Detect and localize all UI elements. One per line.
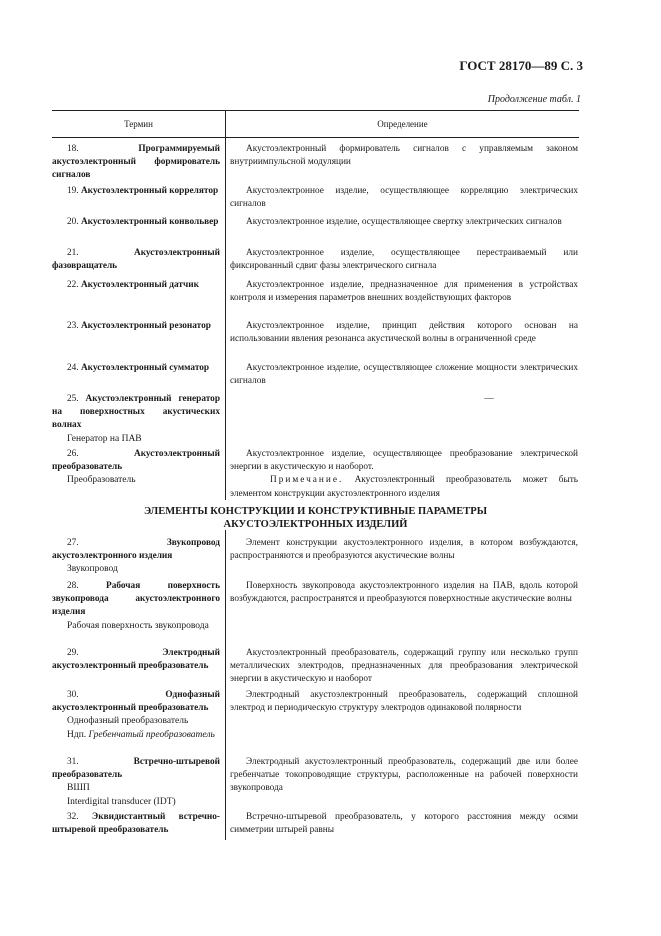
definition-cell: Поверхность звукопровода акустоэлектронного изделия на ПАВ, вдоль которой возбуждаются, распространятся и преобразуются поверхностные акустические волны	[230, 581, 578, 605]
definition-cell: Акустоэлектронный преобразователь, содержащий группу или несколько групп металлических электродов, предназначенных для преобразования электрической энергии в акустическую и наоборот	[230, 648, 578, 685]
term-synonym: Преобразователь	[67, 475, 136, 486]
term-cell: 24. Акустоэлектронный сумматор	[67, 363, 210, 373]
definition-cell: Акустоэлектронное изделие, осуществляющее свертку электрических сигналов	[246, 217, 562, 227]
term-english: Interdigital transducer (IDT)	[67, 796, 176, 807]
term-cell: 25. Акустоэлектронный генератор на поверхностных акустических волнах Генератор на ПАВ	[52, 393, 220, 446]
term-cell: 19. Акустоэлектронный коррелятор	[67, 186, 219, 196]
note-label: Примечание.	[270, 475, 344, 486]
term-cell: 23. Акустоэлектронный резонатор	[67, 321, 211, 331]
column-header-definition: Определение	[377, 119, 428, 129]
term-synonym: Генератор на ПАВ	[67, 433, 142, 444]
definition-cell: Акустоэлектронное изделие, осуществляющее корреляцию электрических сигналов	[230, 186, 578, 210]
section-title: ЭЛЕМЕНТЫ КОНСТРУКЦИИ И КОНСТРУКТИВНЫЕ ПАРАМЕТРЫ АКУСТОЭЛЕКТРОННЫХ ИЗДЕЛИЙ	[143, 506, 488, 530]
term-cell: 22. Акустоэлектронный датчик	[67, 280, 199, 290]
page-header: ГОСТ 28170—89 С. 3	[459, 58, 583, 73]
column-divider	[225, 110, 226, 500]
definition-cell: Акустоэлектронное изделие, осуществляющее перестраиваемый или фиксированный сдвиг фазы электрического сигнала	[230, 248, 578, 272]
column-header-term: Термин	[124, 119, 153, 129]
definition-cell: Встречно-штыревой преобразователь, у которого расстояния между осями симметрии штырей равны	[230, 812, 578, 836]
term-cell: 29. Электродный акустоэлектронный преобразователь	[52, 648, 220, 672]
table-continuation-label: Продолжение табл. 1	[487, 94, 581, 105]
term-cell: 18. Программируемый акустоэлектронный формирователь сигналов	[52, 144, 220, 181]
definition-cell: Акустоэлектронный формирователь сигналов с управляемым законом внутриимпульсной модуляции	[230, 144, 578, 168]
definition-cell: —	[484, 394, 494, 404]
term-synonym: ВШП	[67, 783, 90, 794]
term-cell: 20. Акустоэлектронный конвольвер	[67, 217, 219, 227]
term-synonym: Звукопровод	[67, 564, 118, 575]
term-synonym: Рабочая поверхность звукопровода	[67, 620, 209, 631]
definition-cell: Акустоэлектронное изделие, предназначенное для применения в устройствах контроля и измерения параметров внешних воздействующих факторов	[230, 280, 578, 304]
definition-cell: Электродный акустоэлектронный преобразователь, содержащий две или более гребенчатые токопроводящие структуры, расположенные на рабочей поверхности звукопровода	[230, 757, 578, 794]
term-cell: 32. Эквидистантный встречно-штыревой преобразователь	[52, 812, 221, 836]
term-cell: 28. Рабочая поверхность звукопровода акустоэлектронного изделия Рабочая поверхность звукопровода	[52, 580, 220, 633]
table-header-rule	[52, 137, 579, 138]
term-cell: 27. Звукопровод акустоэлектронного изделия Звукопровод	[52, 537, 220, 577]
column-divider	[225, 530, 226, 840]
definition-cell: Акустоэлектронное изделие, принцип действия которого основан на использовании явления резонанса акустической волны в ограниченной среде	[230, 321, 578, 345]
term-cell: 30. Однофазный акустоэлектронный преобразователь Однофазный преобразователь Ндп. Гребенчатый преобразователь	[52, 689, 220, 742]
term-deprecated: Ндп. Гребенчатый преобразователь	[67, 729, 215, 740]
definition-cell: Акустоэлектронное изделие, осуществляющее преобразование электрической энергии в акустическую и наоборот. Примечание. Акустоэлектронный преобразователь может быть элементом конструкции акустоэлектронного изделия	[230, 449, 578, 499]
term-cell: 21. Акустоэлектронный фазовращатель	[52, 248, 220, 272]
table-top-rule	[52, 110, 579, 111]
term-synonym: Однофазный преобразователь	[67, 716, 189, 727]
term-cell: 26. Акустоэлектронный преобразователь Преобразователь	[52, 448, 220, 488]
definition-cell: Элемент конструкции акустоэлектронного изделия, в котором возбуждаются, распространяются и преобразуются акустические волны	[230, 538, 578, 562]
definition-cell: Электродный акустоэлектронный преобразователь, содержащий сплошной электрод и периодическую структуру электродов одинаковой полярности	[230, 690, 578, 714]
term-cell: 31. Встречно-штыревой преобразователь ВШП Interdigital transducer (IDT)	[52, 756, 220, 809]
definition-cell: Акустоэлектронное изделие, осуществляющее сложение мощности электрических сигналов	[230, 363, 578, 387]
